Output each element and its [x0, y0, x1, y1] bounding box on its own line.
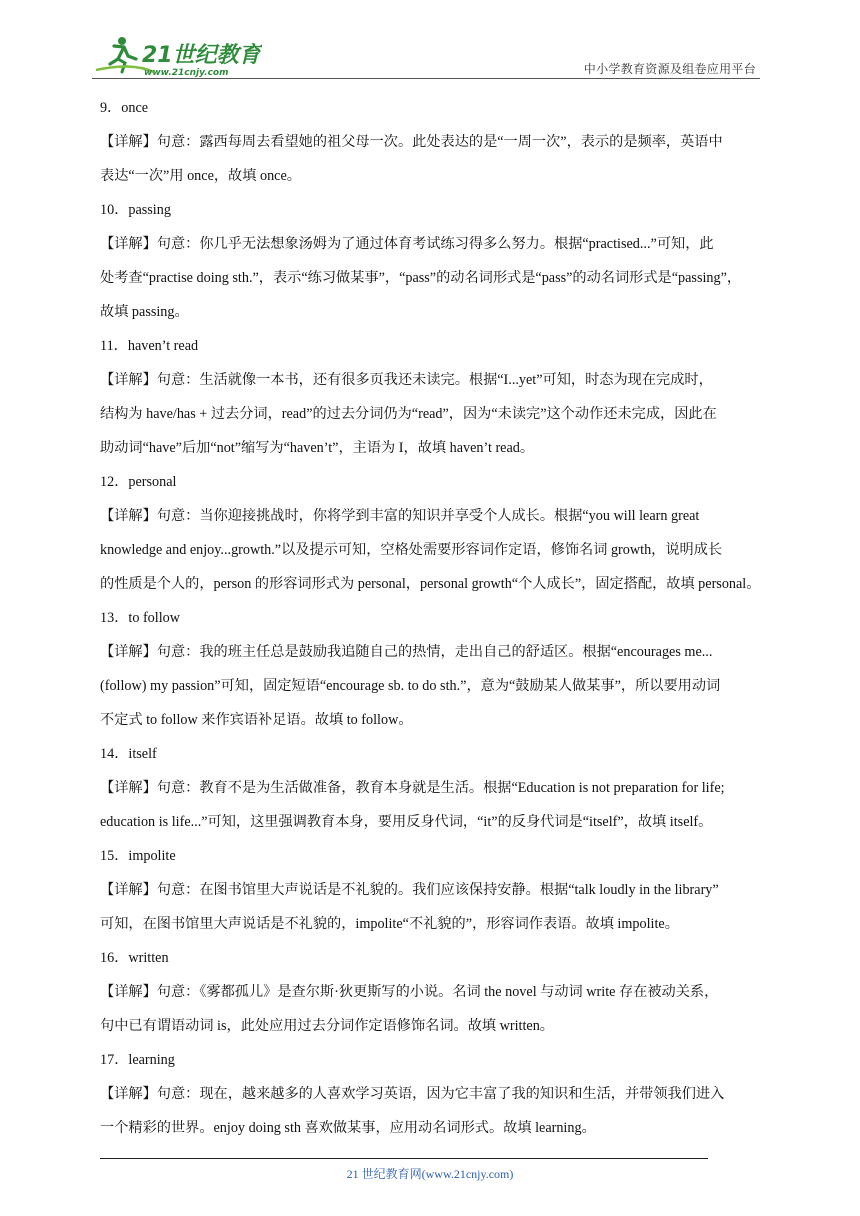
explanation-line: 【详解】句意：我的班主任总是鼓励我追随自己的热情，走出自己的舒适区。根据“encourages me... [100, 644, 713, 660]
explanation-line: 的性质是个人的，person 的形容词形式为 personal，personal growth“个人成长”，固定搭配，故填 personal。 [100, 576, 761, 592]
answer-heading: 9．once [100, 100, 149, 116]
answer-heading: 16．written [100, 950, 169, 966]
answer-heading: 13．to follow [100, 610, 180, 626]
explanation-line: 【详解】句意：你几乎无法想象汤姆为了通过体育考试练习得多么努力。根据“practised...”可知，此 [100, 236, 714, 252]
explanation-line: 一个精彩的世界。enjoy doing sth 喜欢做某事，应用动名词形式。故填 learning。 [100, 1120, 596, 1136]
answer-explanations [100, 100, 764, 1154]
explanation-line: 助动词“have”后加“not”缩写为“haven’t”，主语为 I，故填 haven’t read。 [100, 440, 535, 456]
platform-name: 中小学教育资源及组卷应用平台 [583, 62, 756, 76]
page-header [92, 30, 760, 80]
footer-divider [100, 1158, 708, 1159]
explanation-line: 可知，在图书馆里大声说话是不礼貌的，impolite“不礼貌的”，形容词作表语。故填 impolite。 [100, 916, 679, 932]
explanation-line: 【详解】句意：教育不是为生活做准备，教育本身就是生活。根据“Education is not preparation for life; [100, 780, 725, 796]
footer-text[interactable]: 21 世纪教育网(www.21cnjy.com) [346, 1167, 514, 1181]
explanation-line: 【详解】句意：当你迎接挑战时，你将学到丰富的知识并享受个人成长。根据“you will learn great [100, 508, 700, 524]
header-divider [92, 78, 760, 79]
explanation-line: 【详解】句意：《雾都孤儿》是查尔斯·狄更斯写的小说。名词 the novel 与动词 write 存在被动关系， [100, 984, 719, 1000]
explanation-line: 【详解】句意：在图书馆里大声说话是不礼貌的。我们应该保持安静。根据“talk loudly in the library” [100, 882, 719, 898]
explanation-line: knowledge and enjoy...growth.”以及提示可知，空格处需要形容词作定语，修饰名词 growth，说明成长 [100, 542, 723, 558]
answer-heading: 17．learning [100, 1052, 175, 1068]
answer-heading: 10．passing [100, 202, 171, 218]
explanation-line: 不定式 to follow 来作宾语补足语。故填 to follow。 [100, 712, 413, 728]
logo-text: 21世纪教育 [142, 43, 261, 68]
explanation-line: 【详解】句意：生活就像一本书，还有很多页我还未读完。根据“I...yet”可知，时态为现在完成时， [100, 372, 713, 388]
explanation-line: 表达“一次”用 once，故填 once。 [100, 168, 301, 184]
answer-heading: 14．itself [100, 746, 157, 762]
explanation-line: 处考查“practise doing sth.”，表示“练习做某事”，“pass”的动名词形式是“pass”的动名词形式是“passing”， [100, 270, 742, 286]
explanation-line: 故填 passing。 [100, 304, 189, 320]
explanation-line: 句中已有谓语动词 is，此处应用过去分词作定语修饰名词。故填 written。 [100, 1018, 554, 1034]
answer-heading: 12．personal [100, 474, 177, 490]
answer-heading: 15．impolite [100, 848, 176, 864]
logo-url-text: www.21cnjy.com [144, 68, 229, 78]
answer-heading: 11．haven’t read [100, 338, 199, 354]
site-logo [92, 32, 262, 78]
explanation-line: education is life...”可知，这里强调教育本身，要用反身代词，“it”的反身代词是“itself”，故填 itself。 [100, 814, 713, 830]
explanation-line: (follow) my passion”可知，固定短语“encourage sb. to do sth.”，意为“鼓励某人做某事”，所以要用动词 [100, 678, 721, 694]
explanation-line: 结构为 have/has + 过去分词，read”的过去分词仍为“read”，因为“未读完”这个动作还未完成，因此在 [100, 406, 717, 422]
explanation-line: 【详解】句意：露西每周去看望她的祖父母一次。此处表达的是“一周一次”，表示的是频率，英语中 [100, 134, 723, 150]
explanation-line: 【详解】句意：现在，越来越多的人喜欢学习英语，因为它丰富了我的知识和生活，并带领我们进入 [100, 1086, 725, 1102]
